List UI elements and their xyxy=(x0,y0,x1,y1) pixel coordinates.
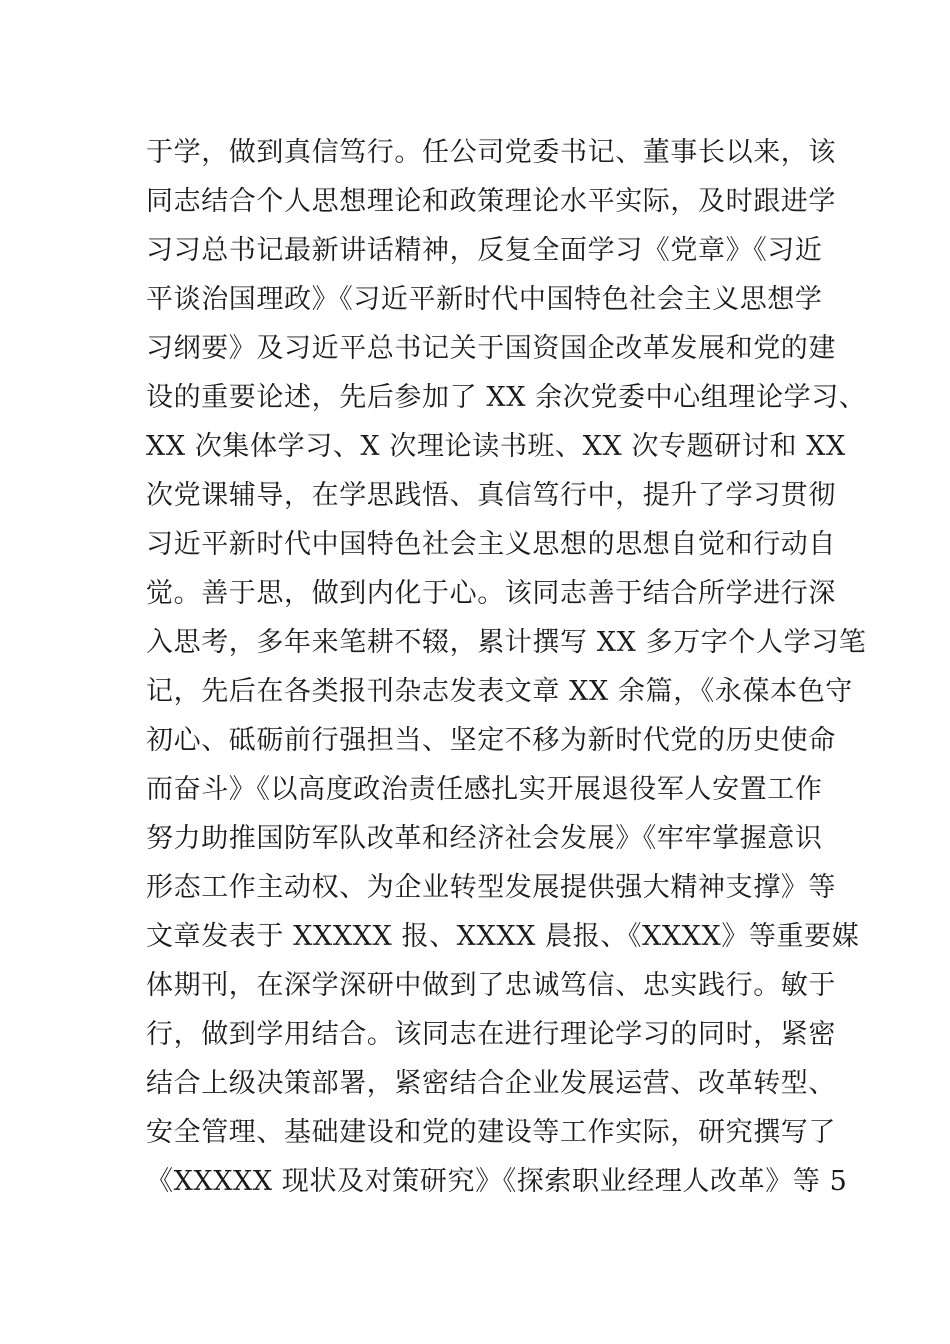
text-line: 行，做到学用结合。该同志在进行理论学习的同时，紧密 xyxy=(146,1019,836,1050)
text-line: 文章发表于 XXXXX 报、XXXX 晨报、《XXXX》等重要媒 xyxy=(146,921,860,952)
text-line: 形态工作主动权、为企业转型发展提供强大精神支撑》等 xyxy=(146,872,836,903)
text-line: 设的重要论述，先后参加了 XX 余次党委中心组理论学习、 xyxy=(146,382,867,413)
text-line: 于学，做到真信笃行。任公司党委书记、董事长以来，该 xyxy=(146,137,836,168)
text-line: 同志结合个人思想理论和政策理论水平实际，及时跟进学 xyxy=(146,186,836,217)
text-line: XX 次集体学习、X 次理论读书班、XX 次专题研讨和 XX xyxy=(146,431,846,462)
text-line: 体期刊，在深学深研中做到了忠诚笃信、忠实践行。敏于 xyxy=(146,970,836,1001)
text-line: 习纲要》及习近平总书记关于国资国企改革发展和党的建 xyxy=(146,333,836,364)
text-line: 结合上级决策部署，紧密结合企业发展运营、改革转型、 xyxy=(146,1068,836,1099)
text-line: 平谈治国理政》《习近平新时代中国特色社会主义思想学 xyxy=(146,284,823,315)
text-line: 入思考，多年来笔耕不辍，累计撰写 XX 多万字个人学习笔 xyxy=(146,627,867,658)
text-line: 安全管理、基础建设和党的建设等工作实际，研究撰写了 xyxy=(146,1117,836,1148)
text-line: 《XXXXX 现状及对策研究》《探索职业经理人改革》等 5 xyxy=(146,1166,848,1197)
text-line: 努力助推国防军队改革和经济社会发展》《牢牢掌握意识 xyxy=(146,823,823,854)
text-line: 觉。善于思，做到内化于心。该同志善于结合所学进行深 xyxy=(146,578,836,609)
body-text xyxy=(146,128,867,1206)
text-line: 习近平新时代中国特色社会主义思想的思想自觉和行动自 xyxy=(146,529,836,560)
text-line: 记，先后在各类报刊杂志发表文章 XX 余篇，《永葆本色守 xyxy=(146,676,853,707)
text-line: 而奋斗》《以高度政治责任感扎实开展退役军人安置工作 xyxy=(146,774,823,805)
text-line: 次党课辅导，在学思践悟、真信笃行中，提升了学习贯彻 xyxy=(146,480,836,511)
text-line: 习习总书记最新讲话精神，反复全面学习《党章》《习近 xyxy=(146,235,823,266)
text-line: 初心、砥砺前行强担当、坚定不移为新时代党的历史使命 xyxy=(146,725,836,756)
